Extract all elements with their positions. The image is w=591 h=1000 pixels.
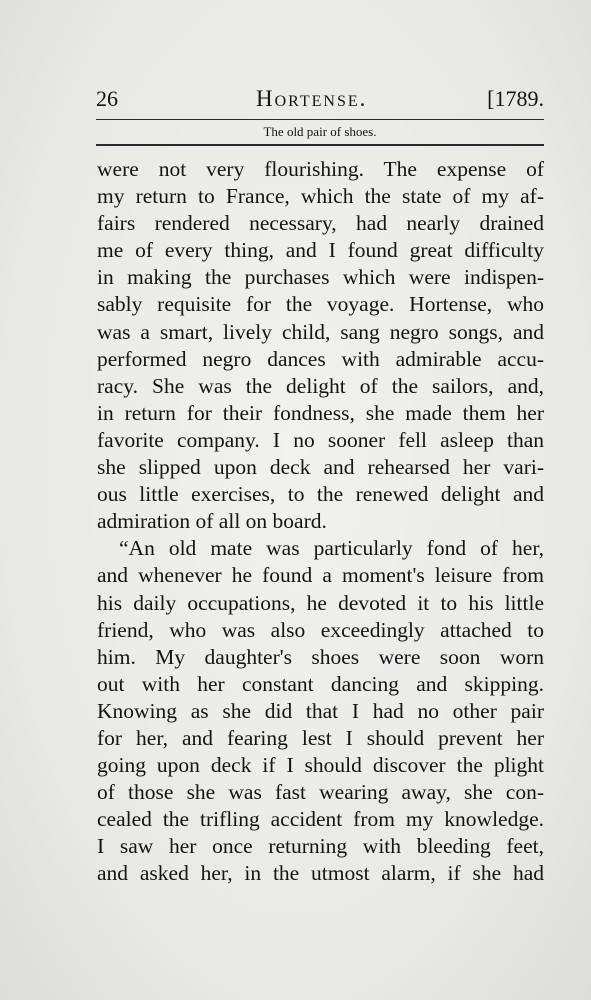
section-subheading: The old pair of shoes. [263,124,377,139]
text-line: racy. She was the delight of the sailors, and, [97,373,544,398]
text-line: she slipped upon deck and rehearsed her vari- [97,455,544,480]
header-rule-bottom [96,144,544,146]
text-line: of those she was fast wearing away, she con- [97,780,544,805]
text-line: for her, and fearing lest I should prevent her [97,725,544,750]
text-line: and whenever he found a moment's leisure from [97,563,544,588]
text-line: “An old mate was particularly fond of her, [119,536,544,561]
text-line: cealed the trifling accident from my knowledge. [97,807,544,832]
running-header [96,82,544,116]
text-line: going upon deck if I should discover the plight [97,753,544,778]
text-line: me of every thing, and I found great difficulty [97,238,544,263]
page-number: 26 [96,86,118,111]
text-line: in making the purchases which were indispen- [97,265,544,290]
running-title: Hortense. [256,86,368,111]
text-line: favorite company. I no sooner fell asleep than [97,427,544,452]
text-line: admiration of all on board. [97,509,327,534]
text-line: performed negro dances with admirable accu- [97,346,544,371]
text-line: fairs rendered necessary, had nearly drained [97,211,544,236]
text-line: out with her constant dancing and skipping. [97,671,544,696]
header-rule-top [96,119,544,120]
text-line: his daily occupations, he devoted it to his little [97,590,544,615]
text-line: Knowing as she did that I had no other pair [97,698,544,723]
text-line: was a smart, lively child, sang negro songs, and [97,319,544,344]
text-line: my return to France, which the state of my af- [97,184,544,209]
body-text [97,156,544,888]
text-line: I saw her once returning with bleeding feet, [97,834,544,859]
text-line: in return for their fondness, she made them her [97,400,544,425]
header-year: [1789. [487,86,544,111]
text-line: were not very flourishing. The expense of [97,157,544,181]
text-line: sably requisite for the voyage. Hortense, who [97,292,544,317]
text-line: ous little exercises, to the renewed delight and [97,482,544,507]
text-line: friend, who was also exceedingly attached to [97,617,544,642]
text-line: him. My daughter's shoes were soon worn [97,644,544,669]
text-line: and asked her, in the utmost alarm, if she had [97,861,544,886]
